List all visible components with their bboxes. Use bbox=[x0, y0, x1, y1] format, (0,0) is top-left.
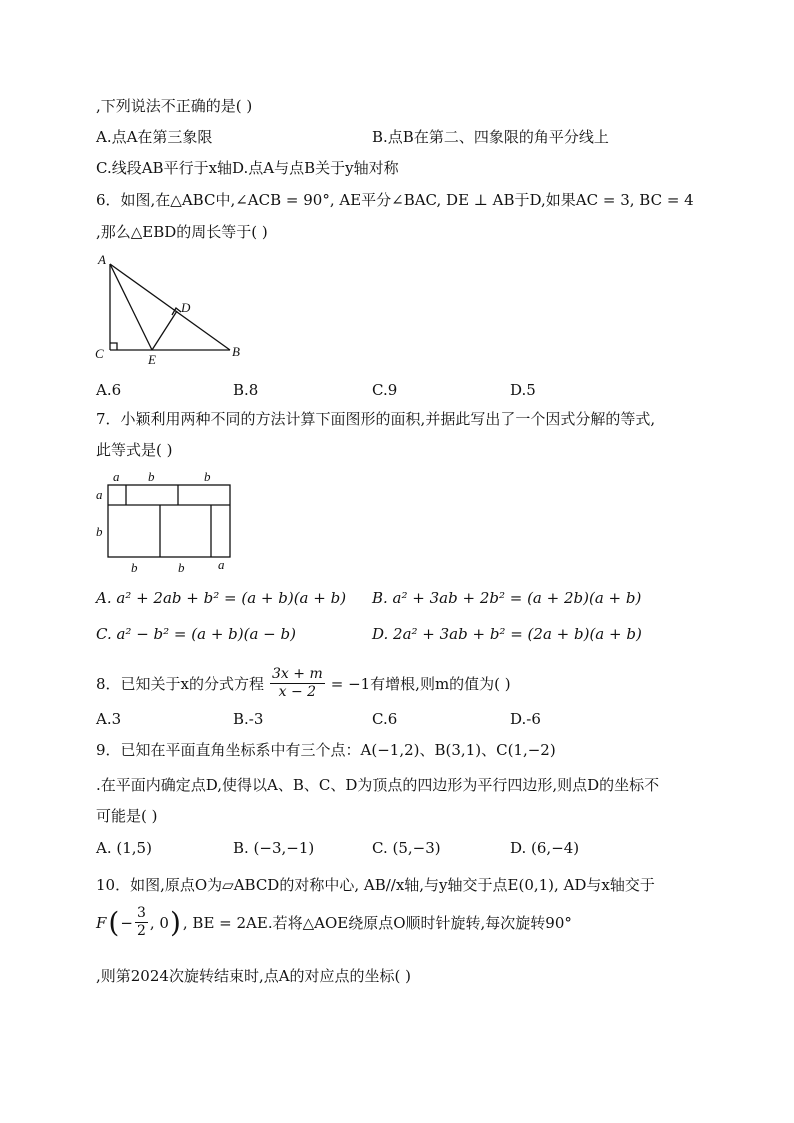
q8-numerator: 3x + m bbox=[272, 666, 323, 682]
q8-denominator: x − 2 bbox=[278, 684, 317, 700]
label-left-a: a bbox=[96, 487, 103, 502]
label-top-a: a bbox=[113, 469, 120, 484]
q8-fraction bbox=[270, 666, 325, 701]
q5-stem: ,下列说法不正确的是( ) bbox=[96, 97, 253, 115]
q7-stem-line1: 7．小颖利用两种不同的方法计算下面图形的面积,并据此写出了一个因式分解的等式, bbox=[96, 410, 656, 428]
q8-option-b: B.-3 bbox=[233, 710, 264, 728]
q6-triangle-figure bbox=[92, 250, 252, 365]
segment-ae bbox=[110, 264, 152, 350]
q10-line2-suffix: , BE = 2AE.若将△AOE绕原点O顺时针旋转,每次旋转90° bbox=[182, 913, 572, 932]
q6-option-d: D.5 bbox=[510, 381, 536, 399]
q10-frac-den: 2 bbox=[136, 923, 146, 939]
label-c: C bbox=[95, 346, 104, 361]
label-top-b1: b bbox=[148, 469, 155, 484]
q10-stem-line2: F ( − $\frac{3}{2}$ , 0 ) , BE = 2AE.若将△AOE绕原点O顺时针旋转,每次旋转90° bbox=[96, 905, 572, 939]
q7-option-a: A. a² + 2ab + b² = (a + b)(a + b) bbox=[96, 589, 347, 607]
label-bottom-b1: b bbox=[131, 560, 138, 575]
q9-option-b: B. (−3,−1) bbox=[233, 839, 315, 857]
q6-option-a: A.6 bbox=[96, 381, 122, 399]
q5-option-b: B.点B在第二、四象限的角平分线上 bbox=[372, 128, 609, 146]
label-a: A bbox=[98, 252, 106, 267]
q7-rectangle-figure bbox=[92, 466, 242, 578]
label-left-b: b bbox=[96, 524, 103, 539]
q7-stem-line2: 此等式是( ) bbox=[96, 441, 173, 459]
q6-option-c: C.9 bbox=[372, 381, 398, 399]
q7-option-c: C. a² − b² = (a + b)(a − b) bbox=[96, 625, 296, 643]
q9-option-d: D. (6,−4) bbox=[510, 839, 580, 857]
segment-de bbox=[152, 311, 177, 350]
q8-suffix: = −1有增根,则m的值为( ) bbox=[330, 674, 511, 693]
q6-stem-line2: ,那么△EBD的周长等于( ) bbox=[96, 223, 268, 241]
label-bottom-b2: b bbox=[178, 560, 185, 575]
q8-option-d: D.-6 bbox=[510, 710, 541, 728]
side-ab bbox=[110, 264, 230, 350]
q8-option-c: C.6 bbox=[372, 710, 398, 728]
label-top-b2: b bbox=[204, 469, 211, 484]
q10-fraction bbox=[135, 905, 148, 940]
right-angle-mark-c bbox=[110, 343, 117, 350]
q5-option-cd: C.线段AB平行于x轴D.点A与点B关于y轴对称 bbox=[96, 159, 399, 177]
q8-option-a: A.3 bbox=[96, 710, 122, 728]
label-e: E bbox=[148, 352, 156, 365]
q9-option-a: A. (1,5) bbox=[96, 839, 152, 857]
q10-point-f: F bbox=[96, 913, 107, 932]
q10-frac-num: 3 bbox=[136, 905, 146, 921]
q6-stem-line1: 6．如图,在△ABC中,∠ACB = 90°, AE平分∠BAC, DE ⊥ AB于D,如果AC = 3, BC = 4 bbox=[96, 191, 694, 209]
q10-stem-line1: 10．如图,原点O为▱ABCD的对称中心, AB//x轴,与y轴交于点E(0,1), AD与x轴交于 bbox=[96, 876, 655, 894]
q7-option-b: B. a² + 3ab + 2b² = (a + 2b)(a + b) bbox=[372, 589, 642, 607]
q7-option-d: D. 2a² + 3ab + b² = (2a + b)(a + b) bbox=[372, 625, 642, 643]
q9-stem-line1: 9．已知在平面直角坐标系中有三个点：A(−1,2)、B(3,1)、C(1,−2) bbox=[96, 741, 556, 759]
q8-stem bbox=[96, 666, 511, 701]
label-b: B bbox=[232, 344, 240, 359]
q9-option-c: C. (5,−3) bbox=[372, 839, 441, 857]
q9-stem-line3: 可能是( ) bbox=[96, 807, 158, 825]
label-bottom-a: a bbox=[218, 557, 225, 572]
q8-prefix: 8．已知关于x的分式方程 bbox=[96, 674, 265, 693]
q6-option-b: B.8 bbox=[233, 381, 259, 399]
q9-stem-line2: .在平面内确定点D,使得以A、B、C、D为顶点的四边形为平行四边形,则点D的坐标不 bbox=[96, 776, 660, 794]
label-d: D bbox=[181, 300, 191, 315]
q10-stem-line3: ,则第2024次旋转结束时,点A的对应点的坐标( ) bbox=[96, 967, 412, 985]
q5-option-a: A.点A在第三象限 bbox=[96, 128, 213, 146]
